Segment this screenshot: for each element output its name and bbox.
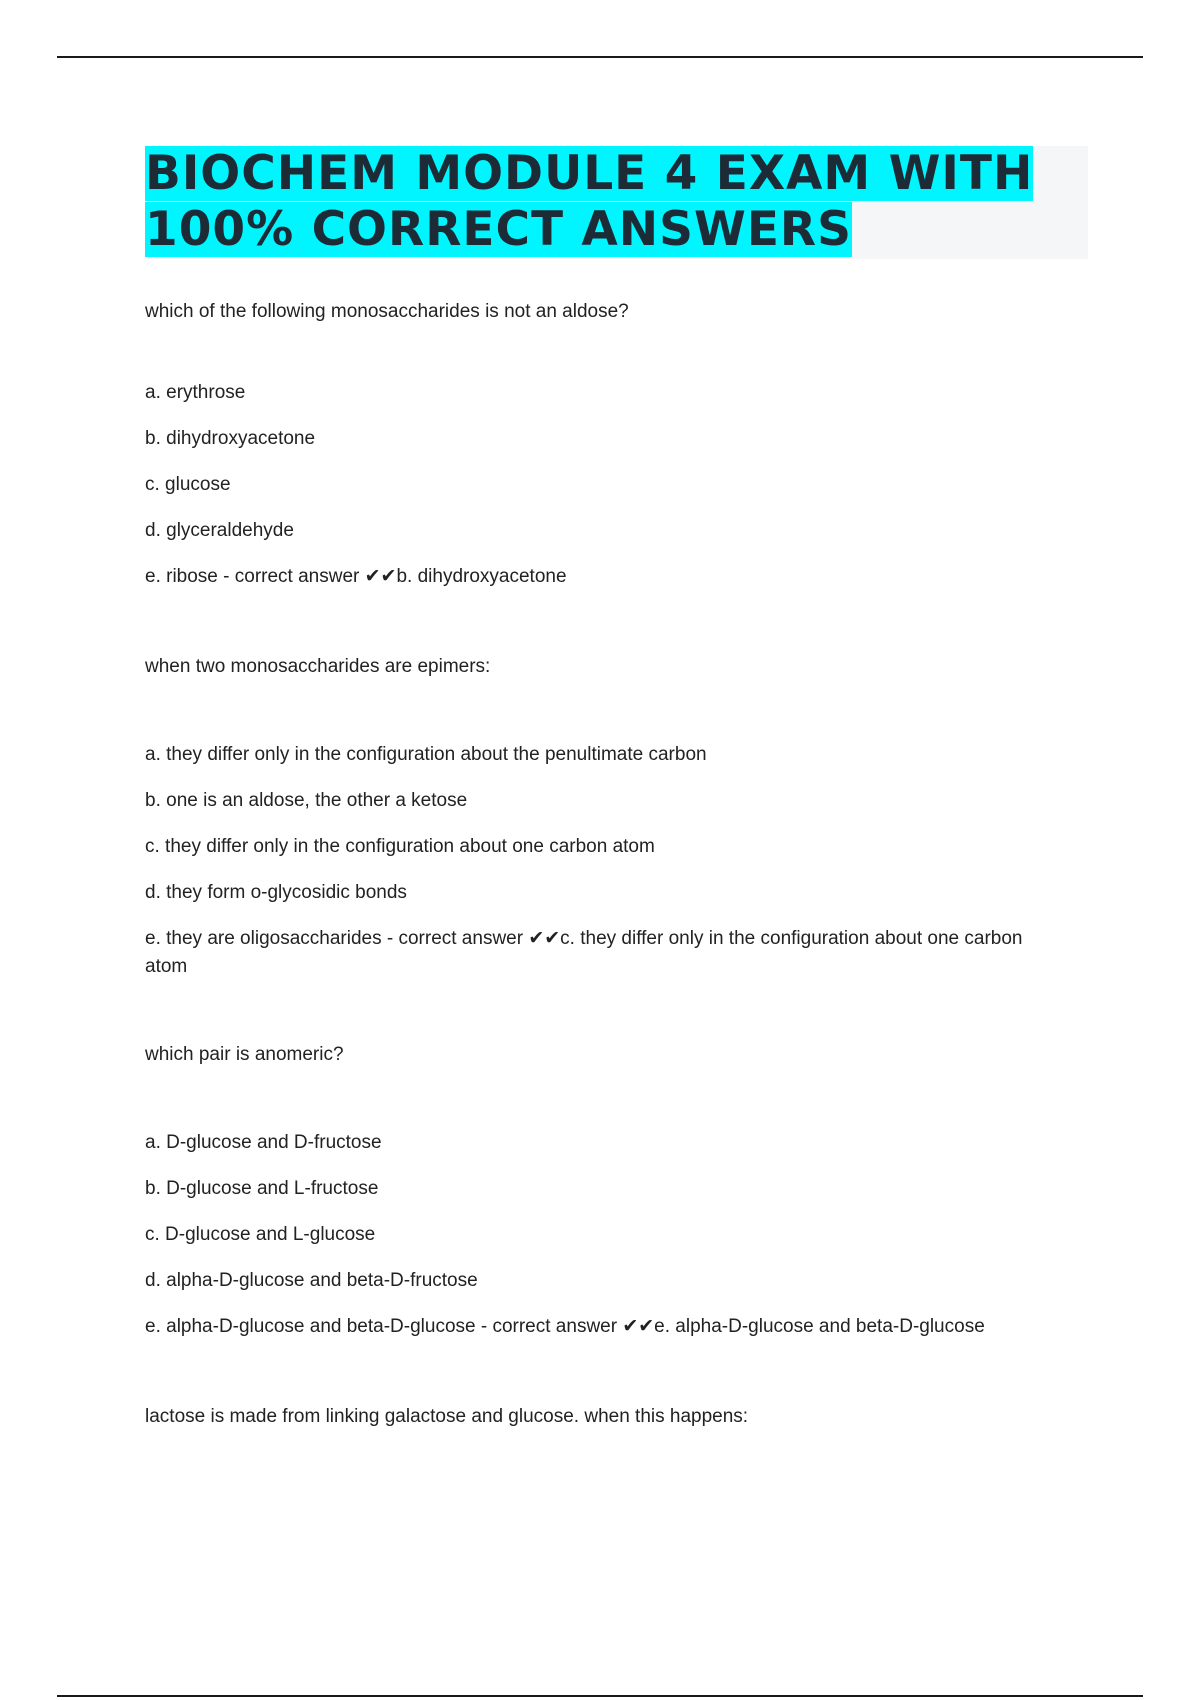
question-block [145, 1405, 1045, 1429]
title-line-2: 100% CORRECT ANSWERS [145, 202, 852, 257]
answer-item: e. they are oligosaccharides - correct answer ✔✔c. they differ only in the configuration about one carbon atom [145, 928, 1023, 977]
option-list [145, 379, 1045, 591]
option-item: b. D-glucose and L-fructose [145, 1178, 379, 1199]
question-text: lactose is made from linking galactose and glucose. when this happens: [145, 1406, 749, 1427]
option-item: d. alpha-D-glucose and beta-D-fructose [145, 1270, 478, 1291]
option-item: b. dihydroxyacetone [145, 428, 316, 449]
option-item: a. they differ only in the configuration about the penultimate carbon [145, 744, 707, 765]
title-line-1: BIOCHEM MODULE 4 EXAM WITH [145, 146, 1034, 201]
option-item: c. D-glucose and L-glucose [145, 1224, 376, 1245]
option-item: d. glyceraldehyde [145, 520, 294, 541]
option-item: c. they differ only in the configuration about one carbon atom [145, 836, 655, 857]
document-title [145, 146, 1088, 258]
question-block [145, 300, 1045, 591]
question-block [145, 1043, 1045, 1341]
option-item: a. erythrose [145, 382, 246, 403]
option-item: d. they form o-glycosidic bonds [145, 882, 407, 903]
bottom-rule [57, 1695, 1143, 1697]
option-list [145, 1129, 1045, 1341]
option-item: c. glucose [145, 474, 231, 495]
top-rule [57, 56, 1143, 58]
title-block [145, 146, 1088, 259]
option-list [145, 741, 1045, 981]
question-list [145, 300, 1045, 1429]
answer-item: e. ribose - correct answer ✔✔b. dihydroxyacetone [145, 566, 567, 587]
question-text: which pair is anomeric? [145, 1044, 344, 1065]
question-text: when two monosaccharides are epimers: [145, 656, 491, 677]
answer-item: e. alpha-D-glucose and beta-D-glucose - correct answer ✔✔e. alpha-D-glucose and beta-D-glucose [145, 1316, 985, 1337]
option-item: b. one is an aldose, the other a ketose [145, 790, 468, 811]
question-text: which of the following monosaccharides is not an aldose? [145, 301, 629, 322]
question-block [145, 655, 1045, 981]
option-item: a. D-glucose and D-fructose [145, 1132, 382, 1153]
